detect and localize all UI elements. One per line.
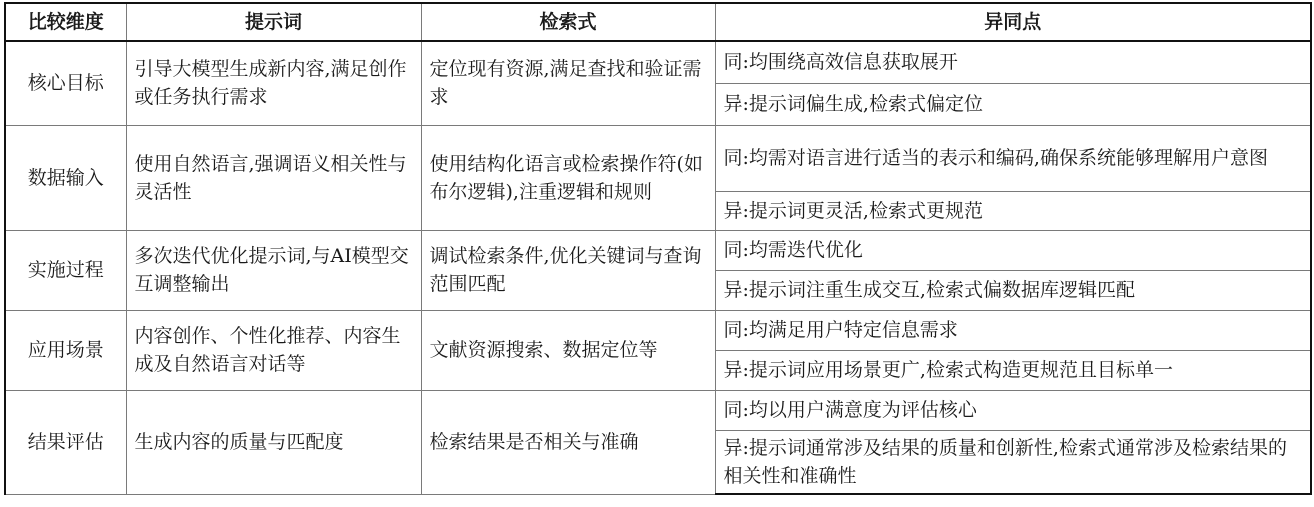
prompt-cell: 引导大模型生成新内容,满足创作或任务执行需求 (126, 41, 421, 125)
query-cell: 检索结果是否相关与准确 (421, 390, 715, 494)
dimension-cell: 核心目标 (5, 41, 126, 125)
header-similarity-difference: 异同点 (715, 3, 1311, 41)
prompt-cell: 多次迭代优化提示词,与AI模型交互调整输出 (126, 230, 421, 310)
diff-cell: 异:提示词偏生成,检索式偏定位 (715, 83, 1311, 125)
dimension-cell: 应用场景 (5, 310, 126, 390)
diff-cell: 异:提示词通常涉及结果的质量和创新性,检索式通常涉及检索结果的相关性和准确性 (715, 430, 1311, 494)
same-cell: 同:均需对语言进行适当的表示和编码,确保系统能够理解用户意图 (715, 125, 1311, 191)
dimension-cell: 结果评估 (5, 390, 126, 494)
header-row (5, 3, 1311, 41)
prompt-cell: 使用自然语言,强调语义相关性与灵活性 (126, 125, 421, 230)
comparison-table (4, 2, 1312, 495)
same-cell: 同:均满足用户特定信息需求 (715, 310, 1311, 350)
table-row (5, 390, 1311, 430)
dimension-cell: 数据输入 (5, 125, 126, 230)
header-query: 检索式 (421, 3, 715, 41)
query-cell: 文献资源搜索、数据定位等 (421, 310, 715, 390)
header-prompt: 提示词 (126, 3, 421, 41)
diff-cell: 异:提示词更灵活,检索式更规范 (715, 191, 1311, 230)
query-cell: 定位现有资源,满足查找和验证需求 (421, 41, 715, 125)
comparison-table-container (4, 2, 1310, 495)
same-cell: 同:均以用户满意度为评估核心 (715, 390, 1311, 430)
prompt-cell: 生成内容的质量与匹配度 (126, 390, 421, 494)
diff-cell: 异:提示词应用场景更广,检索式构造更规范且目标单一 (715, 350, 1311, 390)
query-cell: 使用结构化语言或检索操作符(如布尔逻辑),注重逻辑和规则 (421, 125, 715, 230)
diff-cell: 异:提示词注重生成交互,检索式偏数据库逻辑匹配 (715, 270, 1311, 310)
query-cell: 调试检索条件,优化关键词与查询范围匹配 (421, 230, 715, 310)
table-row (5, 125, 1311, 191)
table-row (5, 230, 1311, 270)
prompt-cell: 内容创作、个性化推荐、内容生成及自然语言对话等 (126, 310, 421, 390)
header-dimension: 比较维度 (5, 3, 126, 41)
table-row (5, 310, 1311, 350)
same-cell: 同:均需迭代优化 (715, 230, 1311, 270)
table-row (5, 41, 1311, 83)
same-cell: 同:均围绕高效信息获取展开 (715, 41, 1311, 83)
dimension-cell: 实施过程 (5, 230, 126, 310)
